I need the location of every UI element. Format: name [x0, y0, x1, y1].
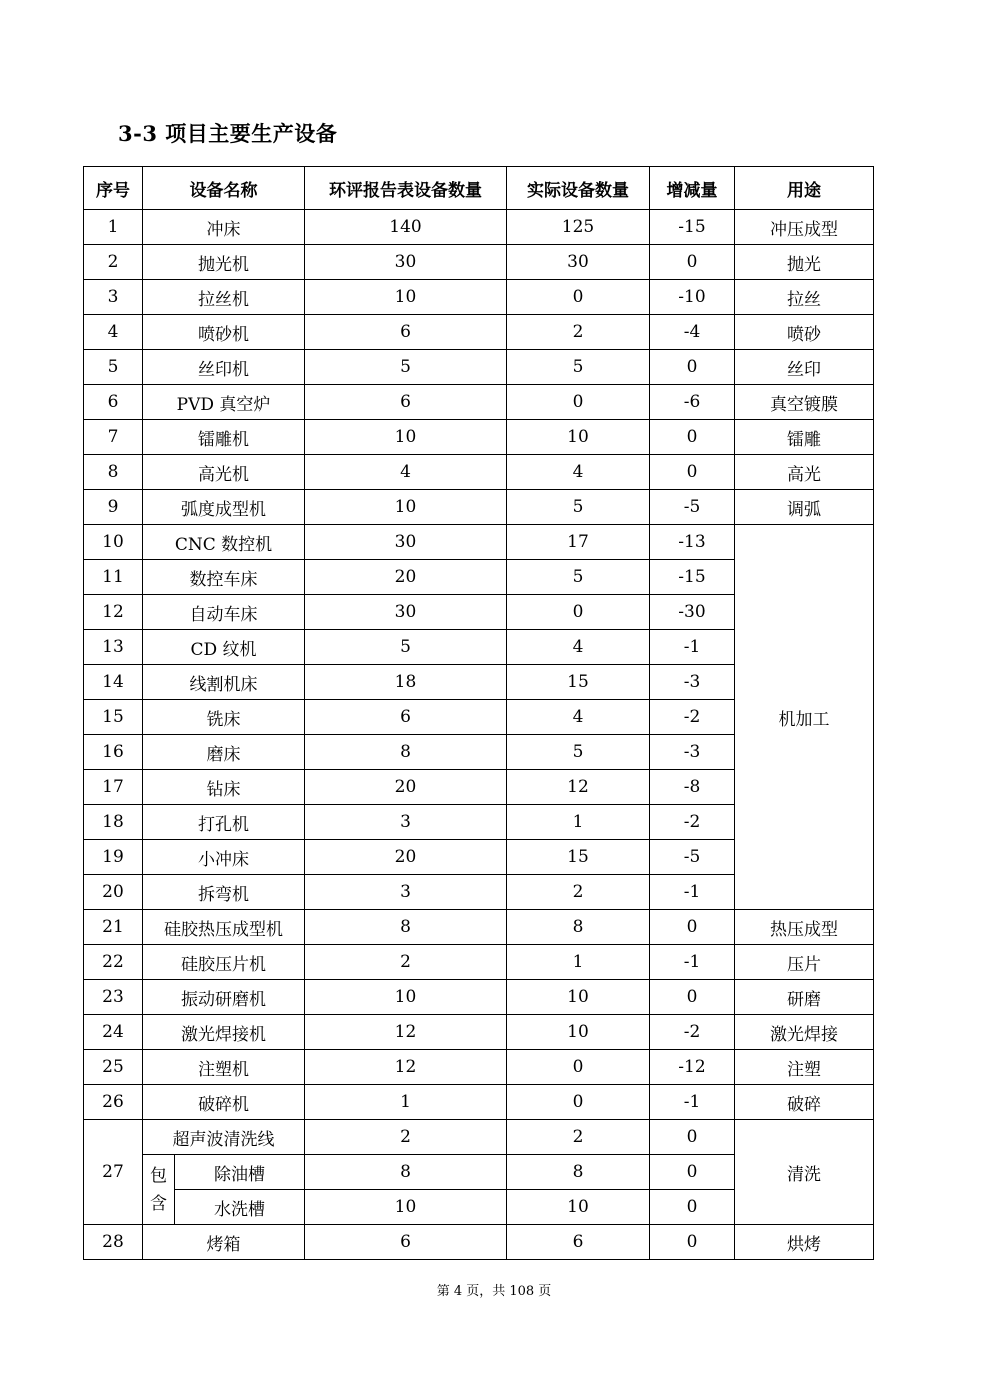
- table-row: [84, 455, 874, 490]
- cell-name: 超声波清洗线: [143, 1120, 305, 1155]
- cell-no: 3: [84, 280, 143, 315]
- cell-eia-qty: 10: [305, 490, 507, 525]
- cell-eia-qty: 10: [305, 980, 507, 1015]
- table-row: [84, 315, 874, 350]
- table-row: [84, 525, 874, 560]
- cell-delta: 0: [650, 1120, 735, 1155]
- table-row: [84, 910, 874, 945]
- cell-no: 28: [84, 1225, 143, 1260]
- cell-eia-qty: 8: [305, 1155, 507, 1190]
- cell-eia-qty: 140: [305, 210, 507, 245]
- cell-no: 16: [84, 735, 143, 770]
- cell-no: 20: [84, 875, 143, 910]
- cell-eia-qty: 20: [305, 840, 507, 875]
- cell-no: 25: [84, 1050, 143, 1085]
- cell-actual-qty: 15: [507, 665, 650, 700]
- cell-no: 14: [84, 665, 143, 700]
- cell-eia-qty: 6: [305, 700, 507, 735]
- cell-delta: -1: [650, 1085, 735, 1120]
- table-row: [84, 385, 874, 420]
- cell-actual-qty: 30: [507, 245, 650, 280]
- cell-delta: -15: [650, 560, 735, 595]
- cell-delta: -4: [650, 315, 735, 350]
- cell-delta: -5: [650, 490, 735, 525]
- cell-eia-qty: 8: [305, 910, 507, 945]
- cell-eia-qty: 10: [305, 1190, 507, 1225]
- cell-actual-qty: 10: [507, 1190, 650, 1225]
- cell-name: 激光焊接机: [143, 1015, 305, 1050]
- cell-eia-qty: 12: [305, 1015, 507, 1050]
- section-title: 3-3 项目主要生产设备: [118, 121, 338, 146]
- cell-actual-qty: 2: [507, 315, 650, 350]
- cell-eia-qty: 20: [305, 560, 507, 595]
- cell-actual-qty: 2: [507, 875, 650, 910]
- cell-no: 24: [84, 1015, 143, 1050]
- cell-no: 4: [84, 315, 143, 350]
- cell-delta: 0: [650, 910, 735, 945]
- cell-eia-qty: 3: [305, 875, 507, 910]
- cell-eia-qty: 4: [305, 455, 507, 490]
- cell-eia-qty: 20: [305, 770, 507, 805]
- cell-actual-qty: 0: [507, 385, 650, 420]
- cell-actual-qty: 8: [507, 910, 650, 945]
- cell-delta: 0: [650, 420, 735, 455]
- cell-name: 烤箱: [143, 1225, 305, 1260]
- cell-name: 拉丝机: [143, 280, 305, 315]
- cell-no: 10: [84, 525, 143, 560]
- cell-eia-qty: 3: [305, 805, 507, 840]
- cell-no: 21: [84, 910, 143, 945]
- cell-use: 喷砂: [735, 315, 874, 350]
- cell-name: 磨床: [143, 735, 305, 770]
- cell-use: 研磨: [735, 980, 874, 1015]
- cell-name: CD 纹机: [143, 630, 305, 665]
- table-row: [84, 420, 874, 455]
- cell-eia-qty: 6: [305, 315, 507, 350]
- cell-name: 钻床: [143, 770, 305, 805]
- cell-name: 小冲床: [143, 840, 305, 875]
- cell-no: 22: [84, 945, 143, 980]
- cell-delta: -10: [650, 280, 735, 315]
- cell-name: 线割机床: [143, 665, 305, 700]
- table-header-row: [84, 167, 874, 210]
- table-row: [84, 245, 874, 280]
- cell-eia-qty: 18: [305, 665, 507, 700]
- table-row: [84, 1225, 874, 1260]
- table-row: [84, 1085, 874, 1120]
- col-header-name: 设备名称: [143, 167, 305, 210]
- cell-name: 铣床: [143, 700, 305, 735]
- cell-name: 水洗槽: [175, 1190, 305, 1225]
- cell-use: 抛光: [735, 245, 874, 280]
- cell-actual-qty: 0: [507, 1050, 650, 1085]
- cell-actual-qty: 4: [507, 455, 650, 490]
- cell-name: 弧度成型机: [143, 490, 305, 525]
- cell-actual-qty: 15: [507, 840, 650, 875]
- cell-delta: -2: [650, 1015, 735, 1050]
- cell-no: 15: [84, 700, 143, 735]
- cell-name: 丝印机: [143, 350, 305, 385]
- cell-use: 清洗: [735, 1120, 874, 1225]
- cell-no: 19: [84, 840, 143, 875]
- cell-eia-qty: 6: [305, 1225, 507, 1260]
- cell-no: 11: [84, 560, 143, 595]
- cell-use: 调弧: [735, 490, 874, 525]
- cell-actual-qty: 1: [507, 945, 650, 980]
- cell-delta: 0: [650, 1190, 735, 1225]
- equipment-table: [83, 166, 874, 1260]
- cell-no: 18: [84, 805, 143, 840]
- table-row: [84, 280, 874, 315]
- table-row: [84, 350, 874, 385]
- cell-use: 压片: [735, 945, 874, 980]
- cell-actual-qty: 5: [507, 560, 650, 595]
- cell-delta: -3: [650, 735, 735, 770]
- cell-no: 17: [84, 770, 143, 805]
- cell-no: 5: [84, 350, 143, 385]
- cell-actual-qty: 125: [507, 210, 650, 245]
- cell-eia-qty: 2: [305, 945, 507, 980]
- table-row: [84, 1050, 874, 1085]
- cell-name: 振动研磨机: [143, 980, 305, 1015]
- cell-use: 镭雕: [735, 420, 874, 455]
- cell-eia-qty: 12: [305, 1050, 507, 1085]
- table-row: [84, 1015, 874, 1050]
- cell-delta: -1: [650, 945, 735, 980]
- cell-name: 打孔机: [143, 805, 305, 840]
- cell-actual-qty: 2: [507, 1120, 650, 1155]
- cell-eia-qty: 5: [305, 630, 507, 665]
- cell-actual-qty: 10: [507, 420, 650, 455]
- cell-eia-qty: 10: [305, 280, 507, 315]
- cell-use: 注塑: [735, 1050, 874, 1085]
- cell-delta: -1: [650, 875, 735, 910]
- cell-name: PVD 真空炉: [143, 385, 305, 420]
- cell-delta: -1: [650, 630, 735, 665]
- cell-actual-qty: 0: [507, 595, 650, 630]
- cell-use: 热压成型: [735, 910, 874, 945]
- cell-actual-qty: 10: [507, 980, 650, 1015]
- cell-no: 23: [84, 980, 143, 1015]
- cell-actual-qty: 1: [507, 805, 650, 840]
- cell-name: 镭雕机: [143, 420, 305, 455]
- col-header-no: 序号: [84, 167, 143, 210]
- cell-delta: -2: [650, 700, 735, 735]
- cell-use: 破碎: [735, 1085, 874, 1120]
- cell-delta: 0: [650, 980, 735, 1015]
- cell-delta: -13: [650, 525, 735, 560]
- cell-use: 拉丝: [735, 280, 874, 315]
- cell-eia-qty: 1: [305, 1085, 507, 1120]
- cell-eia-qty: 30: [305, 525, 507, 560]
- cell-delta: -8: [650, 770, 735, 805]
- cell-no: 12: [84, 595, 143, 630]
- cell-eia-qty: 5: [305, 350, 507, 385]
- cell-actual-qty: 0: [507, 280, 650, 315]
- cell-name: 高光机: [143, 455, 305, 490]
- cell-name: 喷砂机: [143, 315, 305, 350]
- cell-eia-qty: 10: [305, 420, 507, 455]
- cell-no: 7: [84, 420, 143, 455]
- cell-no: 8: [84, 455, 143, 490]
- cell-delta: 0: [650, 245, 735, 280]
- cell-name: 数控车床: [143, 560, 305, 595]
- cell-eia-qty: 30: [305, 245, 507, 280]
- cell-name: 冲床: [143, 210, 305, 245]
- cell-actual-qty: 12: [507, 770, 650, 805]
- cell-no: 1: [84, 210, 143, 245]
- cell-eia-qty: 8: [305, 735, 507, 770]
- cell-actual-qty: 17: [507, 525, 650, 560]
- table-row: [84, 210, 874, 245]
- cell-no: 2: [84, 245, 143, 280]
- cell-name: 抛光机: [143, 245, 305, 280]
- cell-actual-qty: 4: [507, 630, 650, 665]
- cell-name: 自动车床: [143, 595, 305, 630]
- cell-delta: -12: [650, 1050, 735, 1085]
- cell-delta: -30: [650, 595, 735, 630]
- table-body: [84, 210, 874, 1260]
- cell-delta: -15: [650, 210, 735, 245]
- cell-delta: 0: [650, 1225, 735, 1260]
- cell-eia-qty: 2: [305, 1120, 507, 1155]
- cell-actual-qty: 0: [507, 1085, 650, 1120]
- col-header-use: 用途: [735, 167, 874, 210]
- cell-no: 13: [84, 630, 143, 665]
- cell-no: 26: [84, 1085, 143, 1120]
- cell-name: 注塑机: [143, 1050, 305, 1085]
- cell-delta: 0: [650, 350, 735, 385]
- cell-actual-qty: 4: [507, 700, 650, 735]
- cell-actual-qty: 6: [507, 1225, 650, 1260]
- cell-actual-qty: 5: [507, 490, 650, 525]
- cell-use: 冲压成型: [735, 210, 874, 245]
- cell-name: CNC 数控机: [143, 525, 305, 560]
- cell-use: 高光: [735, 455, 874, 490]
- cell-name: 拆弯机: [143, 875, 305, 910]
- cell-delta: 0: [650, 1155, 735, 1190]
- cell-use: 真空镀膜: [735, 385, 874, 420]
- cell-use: 烘烤: [735, 1225, 874, 1260]
- cell-actual-qty: 10: [507, 1015, 650, 1050]
- cell-eia-qty: 6: [305, 385, 507, 420]
- cell-actual-qty: 5: [507, 350, 650, 385]
- cell-name: 破碎机: [143, 1085, 305, 1120]
- cell-name: 硅胶热压成型机: [143, 910, 305, 945]
- cell-actual-qty: 5: [507, 735, 650, 770]
- col-header-delta: 增减量: [650, 167, 735, 210]
- cell-name: 硅胶压片机: [143, 945, 305, 980]
- cell-delta: -2: [650, 805, 735, 840]
- cell-delta: -6: [650, 385, 735, 420]
- cell-name: 除油槽: [175, 1155, 305, 1190]
- cell-no: 6: [84, 385, 143, 420]
- cell-include: 包 含: [143, 1155, 175, 1225]
- table-row: [84, 945, 874, 980]
- cell-eia-qty: 30: [305, 595, 507, 630]
- table-row: [84, 490, 874, 525]
- cell-delta: 0: [650, 455, 735, 490]
- cell-actual-qty: 8: [507, 1155, 650, 1190]
- page-footer: 第 4 页，共 108 页: [436, 1284, 552, 1299]
- cell-no: 9: [84, 490, 143, 525]
- table-row: [84, 980, 874, 1015]
- cell-use: 机加工: [735, 525, 874, 910]
- table-row: [84, 1120, 874, 1155]
- col-header-eia-qty: 环评报告表设备数量: [305, 167, 507, 210]
- cell-use: 丝印: [735, 350, 874, 385]
- cell-no: 27: [84, 1120, 143, 1225]
- col-header-actual-qty: 实际设备数量: [507, 167, 650, 210]
- cell-use: 激光焊接: [735, 1015, 874, 1050]
- cell-delta: -5: [650, 840, 735, 875]
- cell-delta: -3: [650, 665, 735, 700]
